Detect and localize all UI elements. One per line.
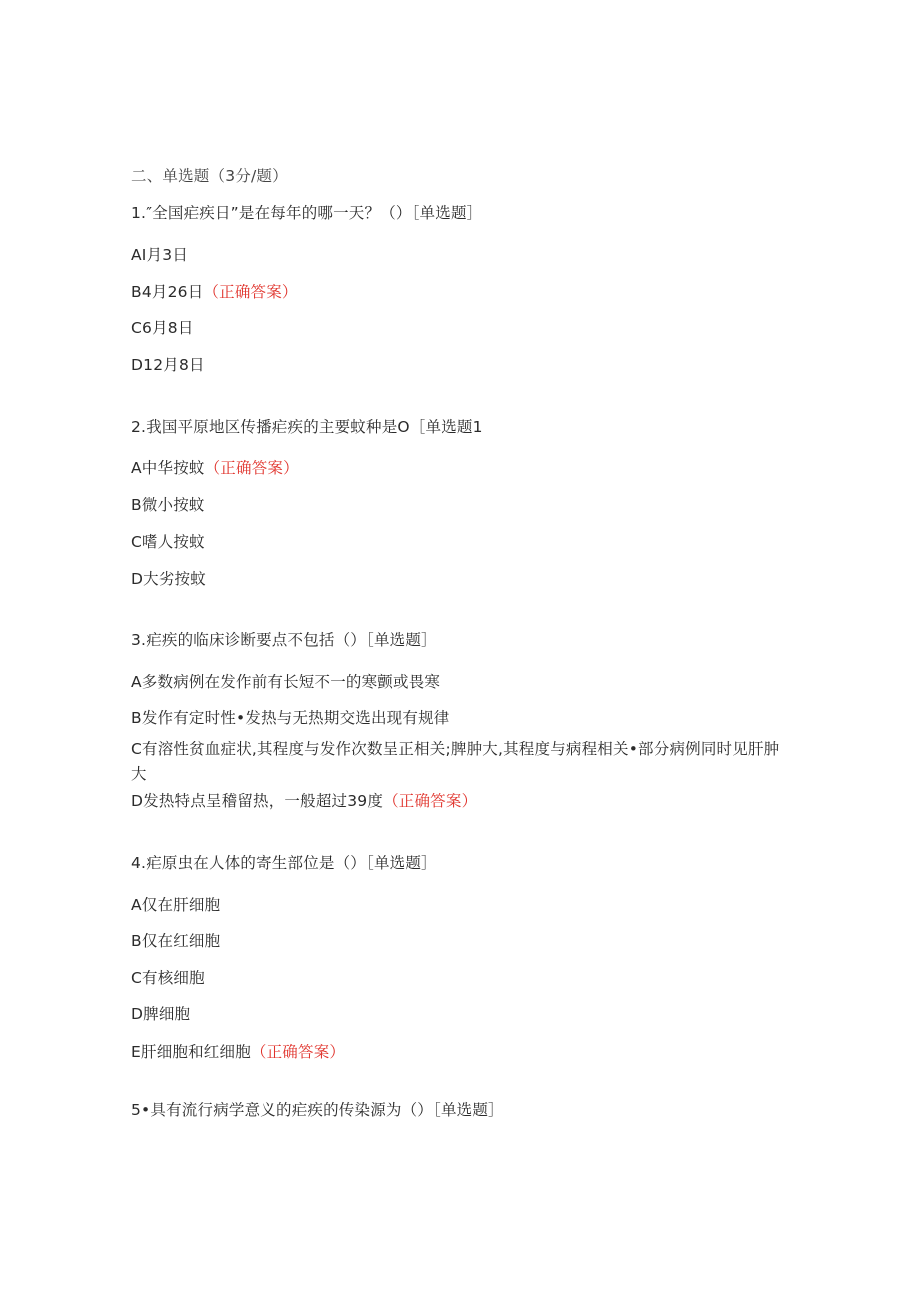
question-2-option-c [131,531,205,553]
section-header: 二、单选题（3分/题） [131,167,288,185]
option-text: E肝细胞和红细胞 [131,1043,251,1061]
question-4-option-d [131,1003,190,1025]
option-text: A中华按蚊 [131,459,205,477]
option-text: C嗜人按蚊 [131,533,205,551]
option-text: D脾细胞 [131,1005,191,1023]
option-text: C有溶性贫血症状,其程度与发作次数呈正相关;脾肿大,其程度与病程相关•部分病例同时见肝肿大 [131,740,780,783]
question-2-option-d [131,568,206,590]
question-5-title: 5•具有流行病学意义的疟疾的传染源为（）［单选题］ [131,1101,504,1119]
option-text: A仅在肝细胞 [131,896,221,914]
option-text: B微小按蚊 [131,496,205,514]
option-text: C6月8日 [131,319,194,337]
question-2-option-a [131,457,299,479]
question-3-option-c [131,737,781,787]
option-text: B4月26日 [131,283,204,301]
option-text: D发热特点呈稽留热，一般超过39度 [131,792,384,810]
correct-answer-tag: （正确答案） [203,283,298,301]
correct-answer-tag: （正确答案） [383,792,478,810]
option-text: B仅在红细胞 [131,932,221,950]
question-4-option-e [131,1041,345,1063]
question-4-title: 4.疟原虫在人体的寄生部位是（）［单选题］ [131,854,437,872]
question-3-option-b [131,707,449,729]
question-1-option-a [131,244,188,266]
question-1-option-c [131,317,194,339]
question-2-option-b [131,494,205,516]
option-text: AI月3日 [131,246,189,264]
question-3-title: 3.疟疾的临床诊断要点不包括（）［单选题］ [131,631,437,649]
question-1-option-d [131,354,205,376]
question-3-option-a [131,671,440,693]
question-4-option-c [131,967,205,989]
option-text: D大劣按蚊 [131,570,206,588]
option-text: A多数病例在发作前有长短不一的寒颤或畏寒 [131,673,441,691]
option-text: C有核细胞 [131,969,205,987]
question-3-option-d [131,790,477,812]
correct-answer-tag: （正确答案） [204,459,299,477]
option-text: B发作有定时性•发热与无热期交选出现有规律 [131,709,450,727]
question-1-option-b [131,281,298,303]
question-4-option-a [131,894,220,916]
correct-answer-tag: （正确答案） [250,1043,346,1061]
option-text: D12月8日 [131,356,205,374]
question-4-option-b [131,930,220,952]
question-2-title: 2.我国平原地区传播疟疾的主要蚊种是O［单选题1 [131,418,483,436]
question-1-title: 1.″全国疟疾日”是在每年的哪一天？（）［单选题］ [131,204,483,222]
